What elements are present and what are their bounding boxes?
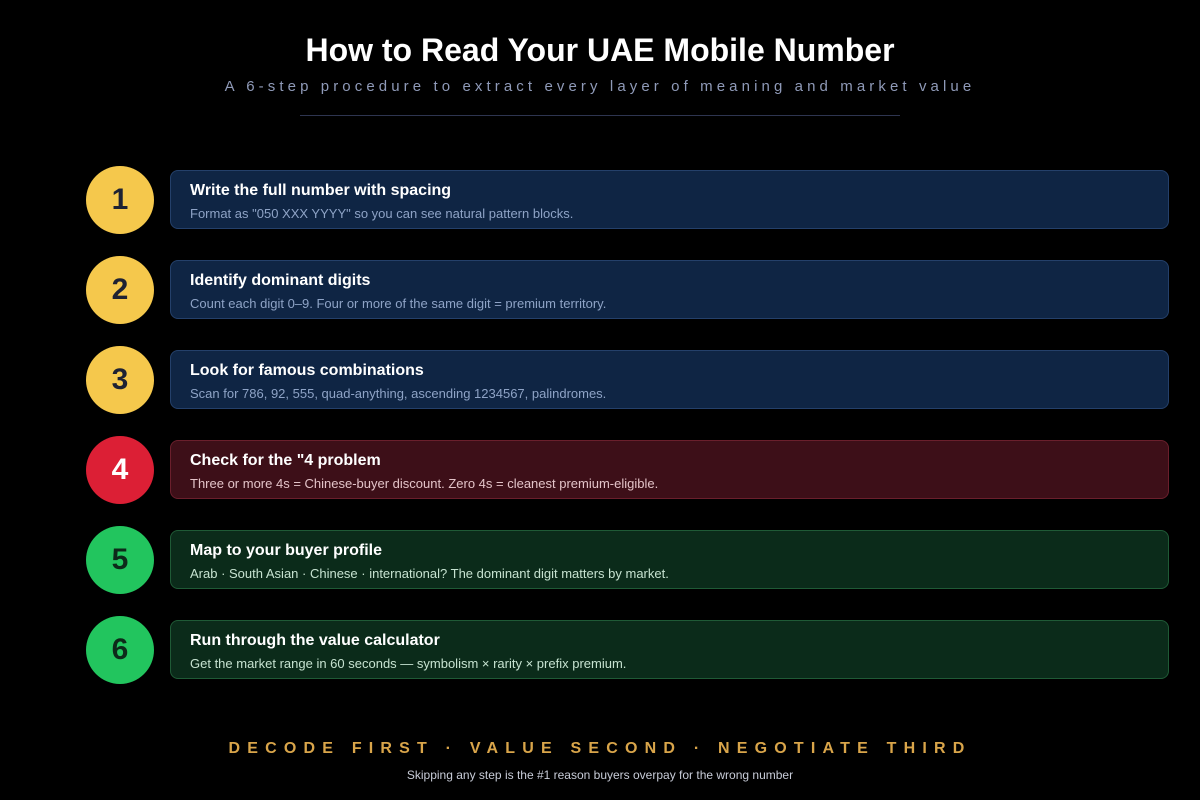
footer-note: Skipping any step is the #1 reason buyers overpay for the wrong number bbox=[406, 768, 794, 782]
step-number-badge: 1 bbox=[86, 166, 154, 234]
step-card bbox=[170, 620, 1169, 679]
step-number-badge: 2 bbox=[86, 256, 154, 324]
step-card bbox=[170, 530, 1169, 589]
step-1 bbox=[0, 166, 1200, 236]
step-6 bbox=[0, 616, 1200, 686]
step-description: Scan for 786, 92, 555, quad-anything, ascending 1234567, palindromes. bbox=[190, 386, 607, 401]
page-subtitle: A 6-step procedure to extract every layer of meaning and market value bbox=[224, 78, 976, 95]
step-number-badge: 6 bbox=[86, 616, 154, 684]
step-title: Look for famous combinations bbox=[190, 362, 424, 379]
step-title: Run through the value calculator bbox=[190, 632, 440, 649]
step-2 bbox=[0, 256, 1200, 326]
step-card bbox=[170, 170, 1169, 229]
step-title: Identify dominant digits bbox=[190, 272, 371, 289]
step-card bbox=[170, 440, 1169, 499]
footer-tagline: DECODE FIRST · VALUE SECOND · NEGOTIATE THIRD bbox=[228, 740, 972, 757]
step-4 bbox=[0, 436, 1200, 506]
page-title: How to Read Your UAE Mobile Number bbox=[305, 32, 895, 68]
step-3 bbox=[0, 346, 1200, 416]
step-card bbox=[170, 260, 1169, 319]
step-description: Count each digit 0–9. Four or more of the same digit = premium territory. bbox=[190, 296, 607, 311]
step-description: Get the market range in 60 seconds — symbolism × rarity × prefix premium. bbox=[190, 656, 627, 671]
step-number-badge: 3 bbox=[86, 346, 154, 414]
step-description: Arab · South Asian · Chinese · international? The dominant digit matters by market. bbox=[190, 566, 669, 581]
step-description: Format as "050 XXX YYYY" so you can see natural pattern blocks. bbox=[190, 206, 574, 221]
step-card bbox=[170, 350, 1169, 409]
step-number-badge: 5 bbox=[86, 526, 154, 594]
step-title: Write the full number with spacing bbox=[190, 182, 452, 199]
step-title: Check for the "4 problem bbox=[190, 452, 381, 469]
step-title: Map to your buyer profile bbox=[190, 542, 383, 559]
step-number-badge: 4 bbox=[86, 436, 154, 504]
step-5 bbox=[0, 526, 1200, 596]
step-description: Three or more 4s = Chinese-buyer discount. Zero 4s = cleanest premium-eligible. bbox=[190, 476, 659, 491]
